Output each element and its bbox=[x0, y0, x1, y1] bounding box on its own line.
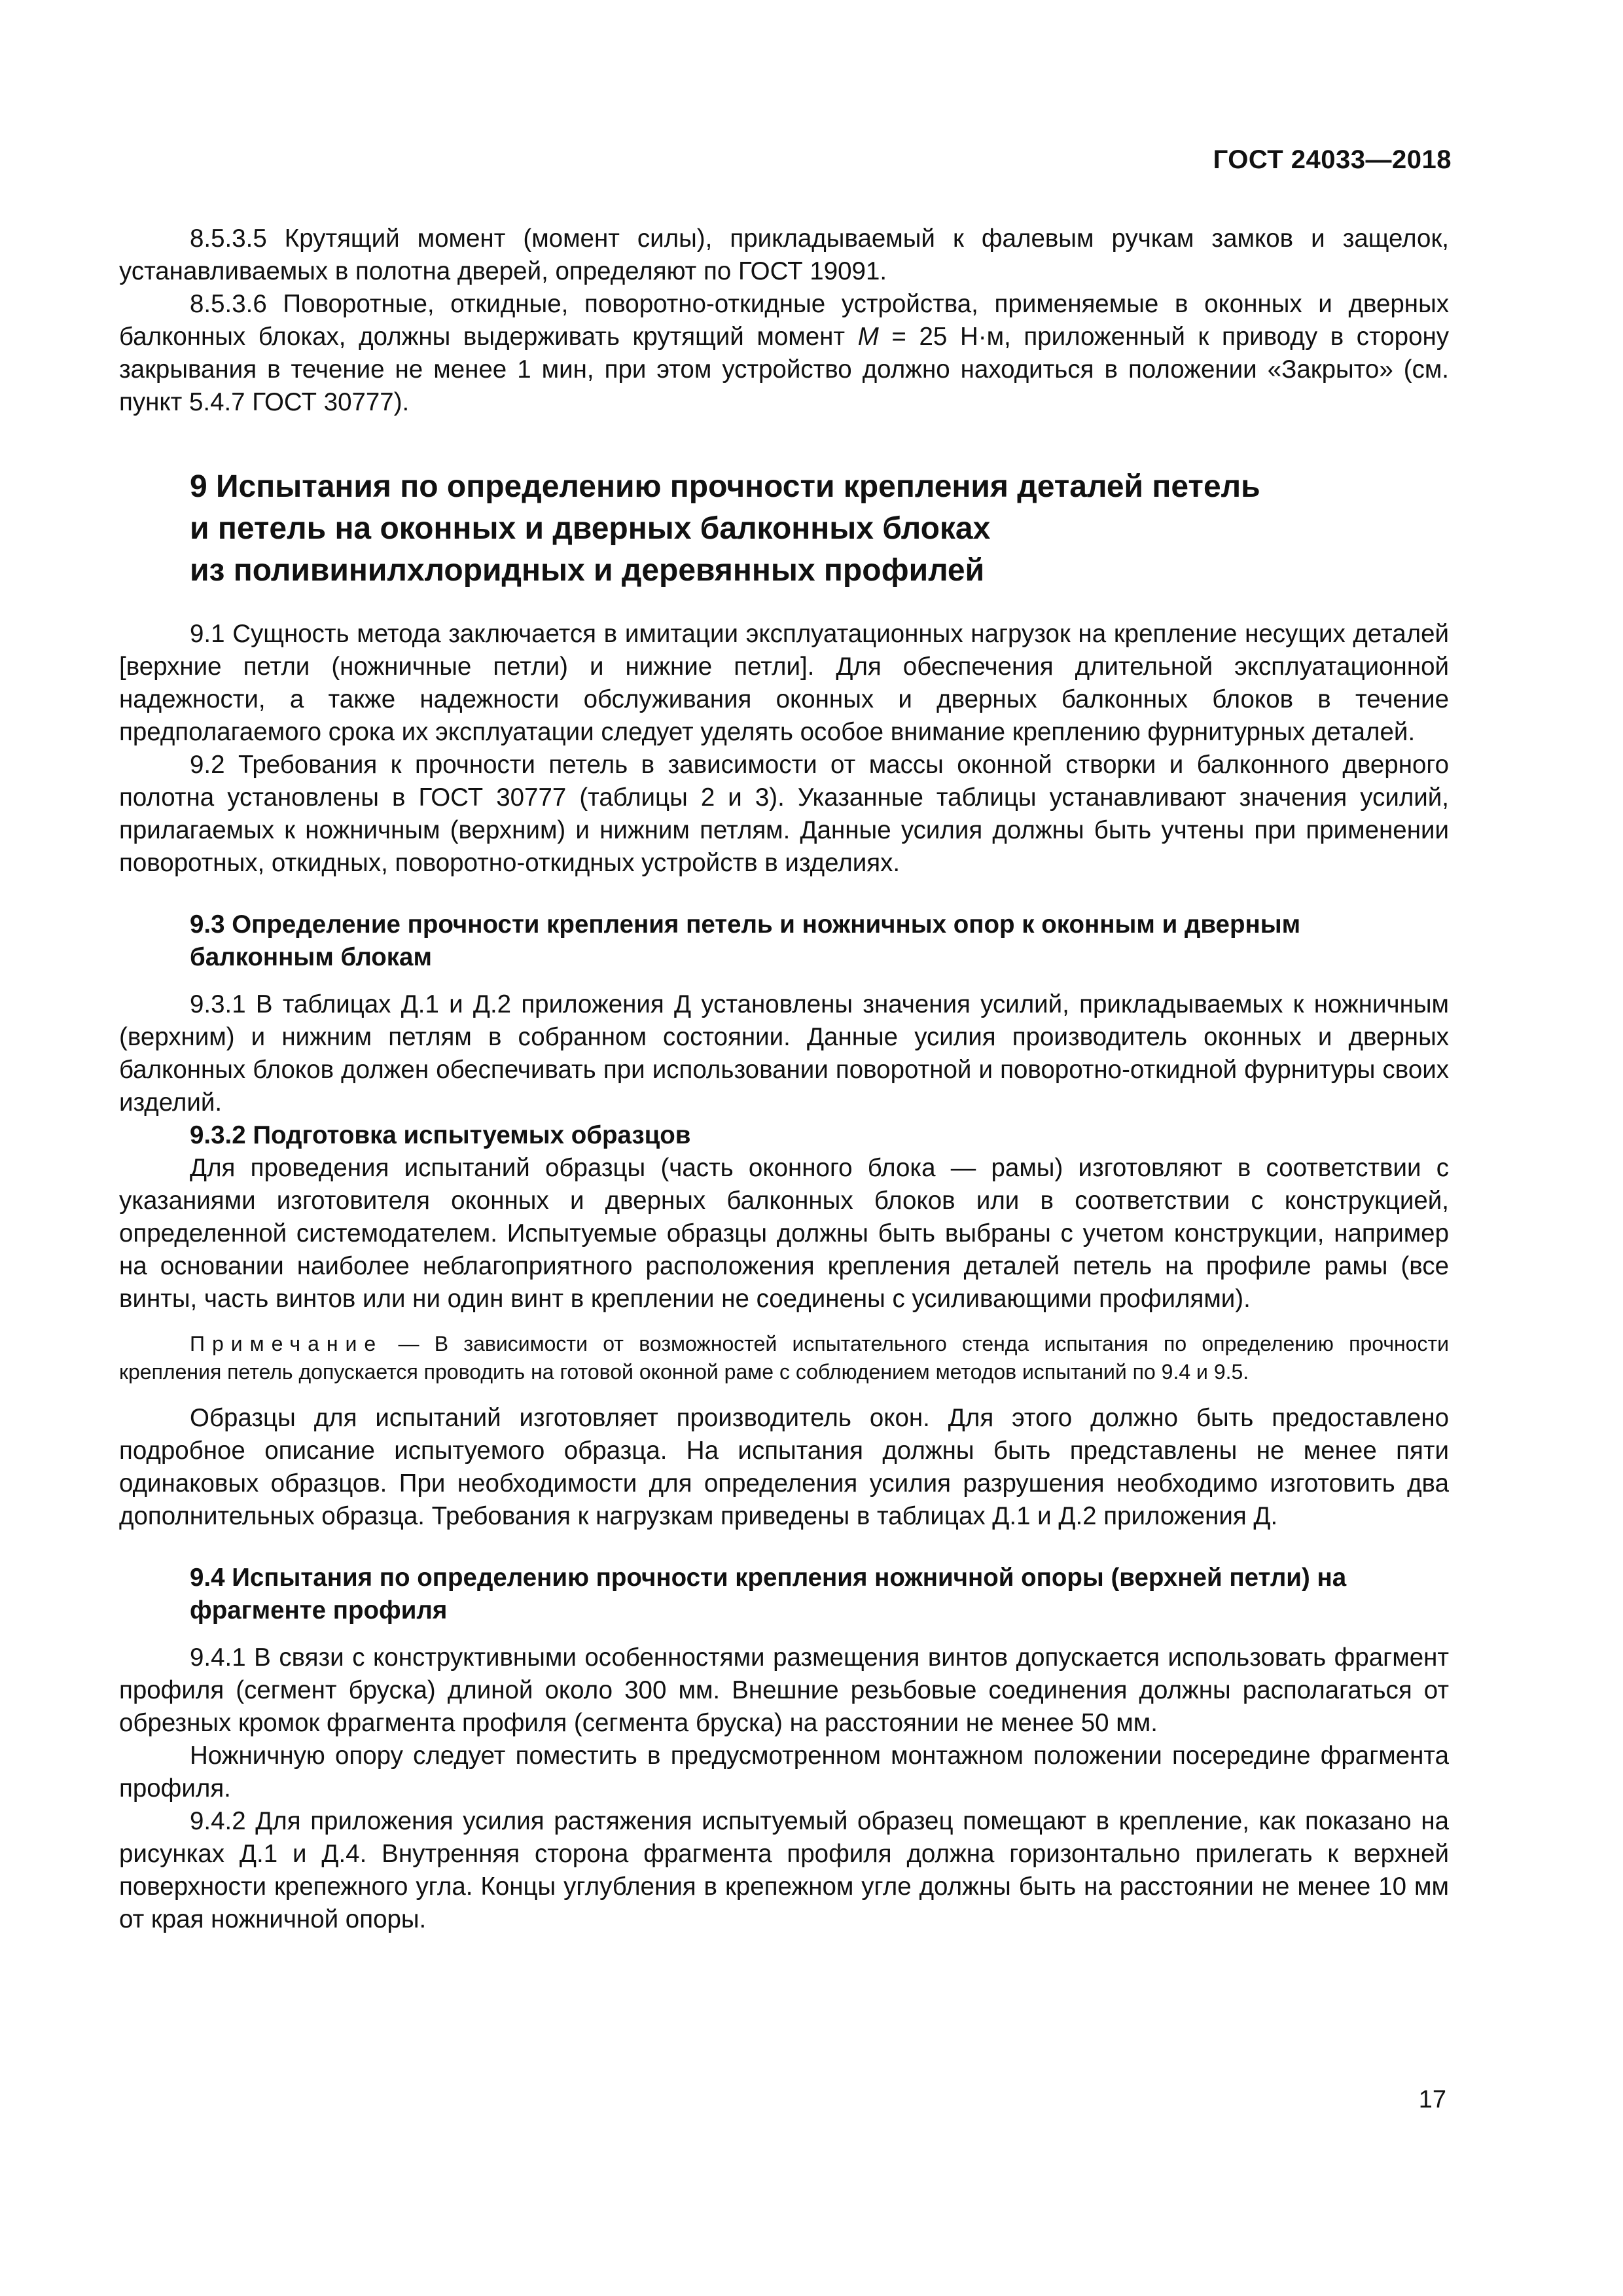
subsection-9-4-title: 9.4 Испытания по определению прочности крепления ножничной опоры (верхней петли) на фрагменте профиля bbox=[190, 1564, 1347, 1624]
note-text: — В зависимости от возможностей испытательного стенда испытания по определению прочности крепления петель допускается проводить на готовой оконной раме с соблюдением методов испытаний по 9.4 и 9.5. bbox=[119, 1332, 1449, 1384]
torque-variable: М bbox=[857, 323, 879, 351]
section-9-title-line-2: и петель на оконных и дверных балконных блоках bbox=[190, 511, 991, 546]
paragraph-9-4-1-b: Ножничную опору следует поместить в предусмотренном монтажном положении посередине фрагмента профиля. bbox=[119, 1742, 1449, 1803]
paragraph-9-3-1: 9.3.1 В таблицах Д.1 и Д.2 приложения Д установлены значения усилий, прикладываемых к ножничным (верхним) и нижним петлям в собранном состоянии. Данные усилия производитель оконных и дверных балконных блоков должен обеспечивать при использовании поворотной и поворотно-откидной фурнитуры своих изделий. bbox=[119, 990, 1449, 1117]
note-label: Примечание bbox=[190, 1332, 383, 1355]
paragraph-8-5-3-5: 8.5.3.5 Крутящий момент (момент силы), прикладываемый к фалевым ручкам замков и защелок, устанавливаемых в полотна дверей, определяют по ГОСТ 19091. bbox=[119, 224, 1449, 285]
document-body bbox=[119, 223, 1449, 1936]
subsection-9-3-2-title: 9.3.2 Подготовка испытуемых образцов bbox=[190, 1121, 691, 1149]
paragraph-9-4-1: 9.4.1 В связи с конструктивными особенностями размещения винтов допускается использовать фрагмент профиля (сегмент бруска) длиной около 300 мм. Внешние резьбовые соединения должны располагаться от обрезных кромок фрагмента профиля (сегмента бруска) на расстоянии не менее 50 мм. bbox=[119, 1643, 1449, 1737]
subsection-9-3-title: 9.3 Определение прочности крепления петель и ножничных опор к оконным и дверным балконным блокам bbox=[190, 910, 1301, 971]
paragraph-9-3-2: Для проведения испытаний образцы (часть оконного блока — рамы) изготовляют в соответствии с указаниями изготовителя оконных и дверных балконных блоков или в соответствии с конструкцией, определенной системодателем. Испытуемые образцы должны быть выбраны с учетом конструкции, например на основании наиболее неблагоприятного расположения крепления деталей петель на профиле рамы (все винты, часть винтов или ни один винт в креплении не соединены с усиливающими профилями). bbox=[119, 1154, 1449, 1313]
note bbox=[119, 1330, 1449, 1386]
paragraph-9-4-2: 9.4.2 Для приложения усилия растяжения испытуемый образец помещают в крепление, как показано на рисунках Д.1 и Д.4. Внутренняя сторона фрагмента профиля должна горизонтально прилегать к верхней поверхности крепежного угла. Концы углубления в крепежном угле должны быть на расстоянии не менее 10 мм от края ножничной опоры. bbox=[119, 1807, 1449, 1933]
paragraph-samples: Образцы для испытаний изготовляет производитель окон. Для этого должно быть предоставлено подробное описание испытуемого образца. На испытания должны быть представлены не менее пяти одинаковых образцов. При необходимости для определения усилия разрушения необходимо изготовить два дополнительных образца. Требования к нагрузкам приведены в таблицах Д.1 и Д.2 приложения Д. bbox=[119, 1404, 1449, 1530]
paragraph-9-1: 9.1 Сущность метода заключается в имитации эксплуатационных нагрузок на крепление несущих деталей [верхние петли (ножничные петли) и нижние петли]. Для обеспечения длительной эксплуатационной надежности, а также надежности обслуживания оконных и дверных балконных блоков в течение предполагаемого срока их эксплуатации следует уделять особое внимание креплению фурнитурных деталей. bbox=[119, 620, 1449, 746]
section-9-title-line-3: из поливинилхлоридных и деревянных профилей bbox=[190, 553, 985, 588]
page-number: 17 bbox=[1418, 2086, 1446, 2113]
document-id-header: ГОСТ 24033—2018 bbox=[1213, 145, 1452, 174]
paragraph-8-5-3-6-part-a: 8.5.3.6 Поворотные, откидные, поворотно-откидные устройства, применяемые в оконных и дверных балконных блоках, должны выдерживать крутящий момент bbox=[119, 290, 1449, 351]
section-9-title bbox=[190, 466, 1433, 592]
section-9-title-line-1: 9 Испытания по определению прочности крепления деталей петель bbox=[190, 469, 1260, 504]
paragraph-8-5-3-6-part-b: = 25 Н·м, приложенный к приводу в сторону закрывания в течение не менее 1 мин, при этом устройство должно находиться в положении «Закрыто» (см. пункт 5.4.7 ГОСТ 30777). bbox=[119, 323, 1449, 416]
paragraph-8-5-3-6 bbox=[119, 288, 1449, 419]
paragraph-9-2: 9.2 Требования к прочности петель в зависимости от массы оконной створки и балконного дверного полотна установлены в ГОСТ 30777 (таблицы 2 и 3). Указанные таблицы устанавливают значения усилий, прилагаемых к ножничным (верхним) и нижним петлям. Данные усилия должны быть учтены при применении поворотных, откидных, поворотно-откидных устройств в изделиях. bbox=[119, 751, 1449, 877]
